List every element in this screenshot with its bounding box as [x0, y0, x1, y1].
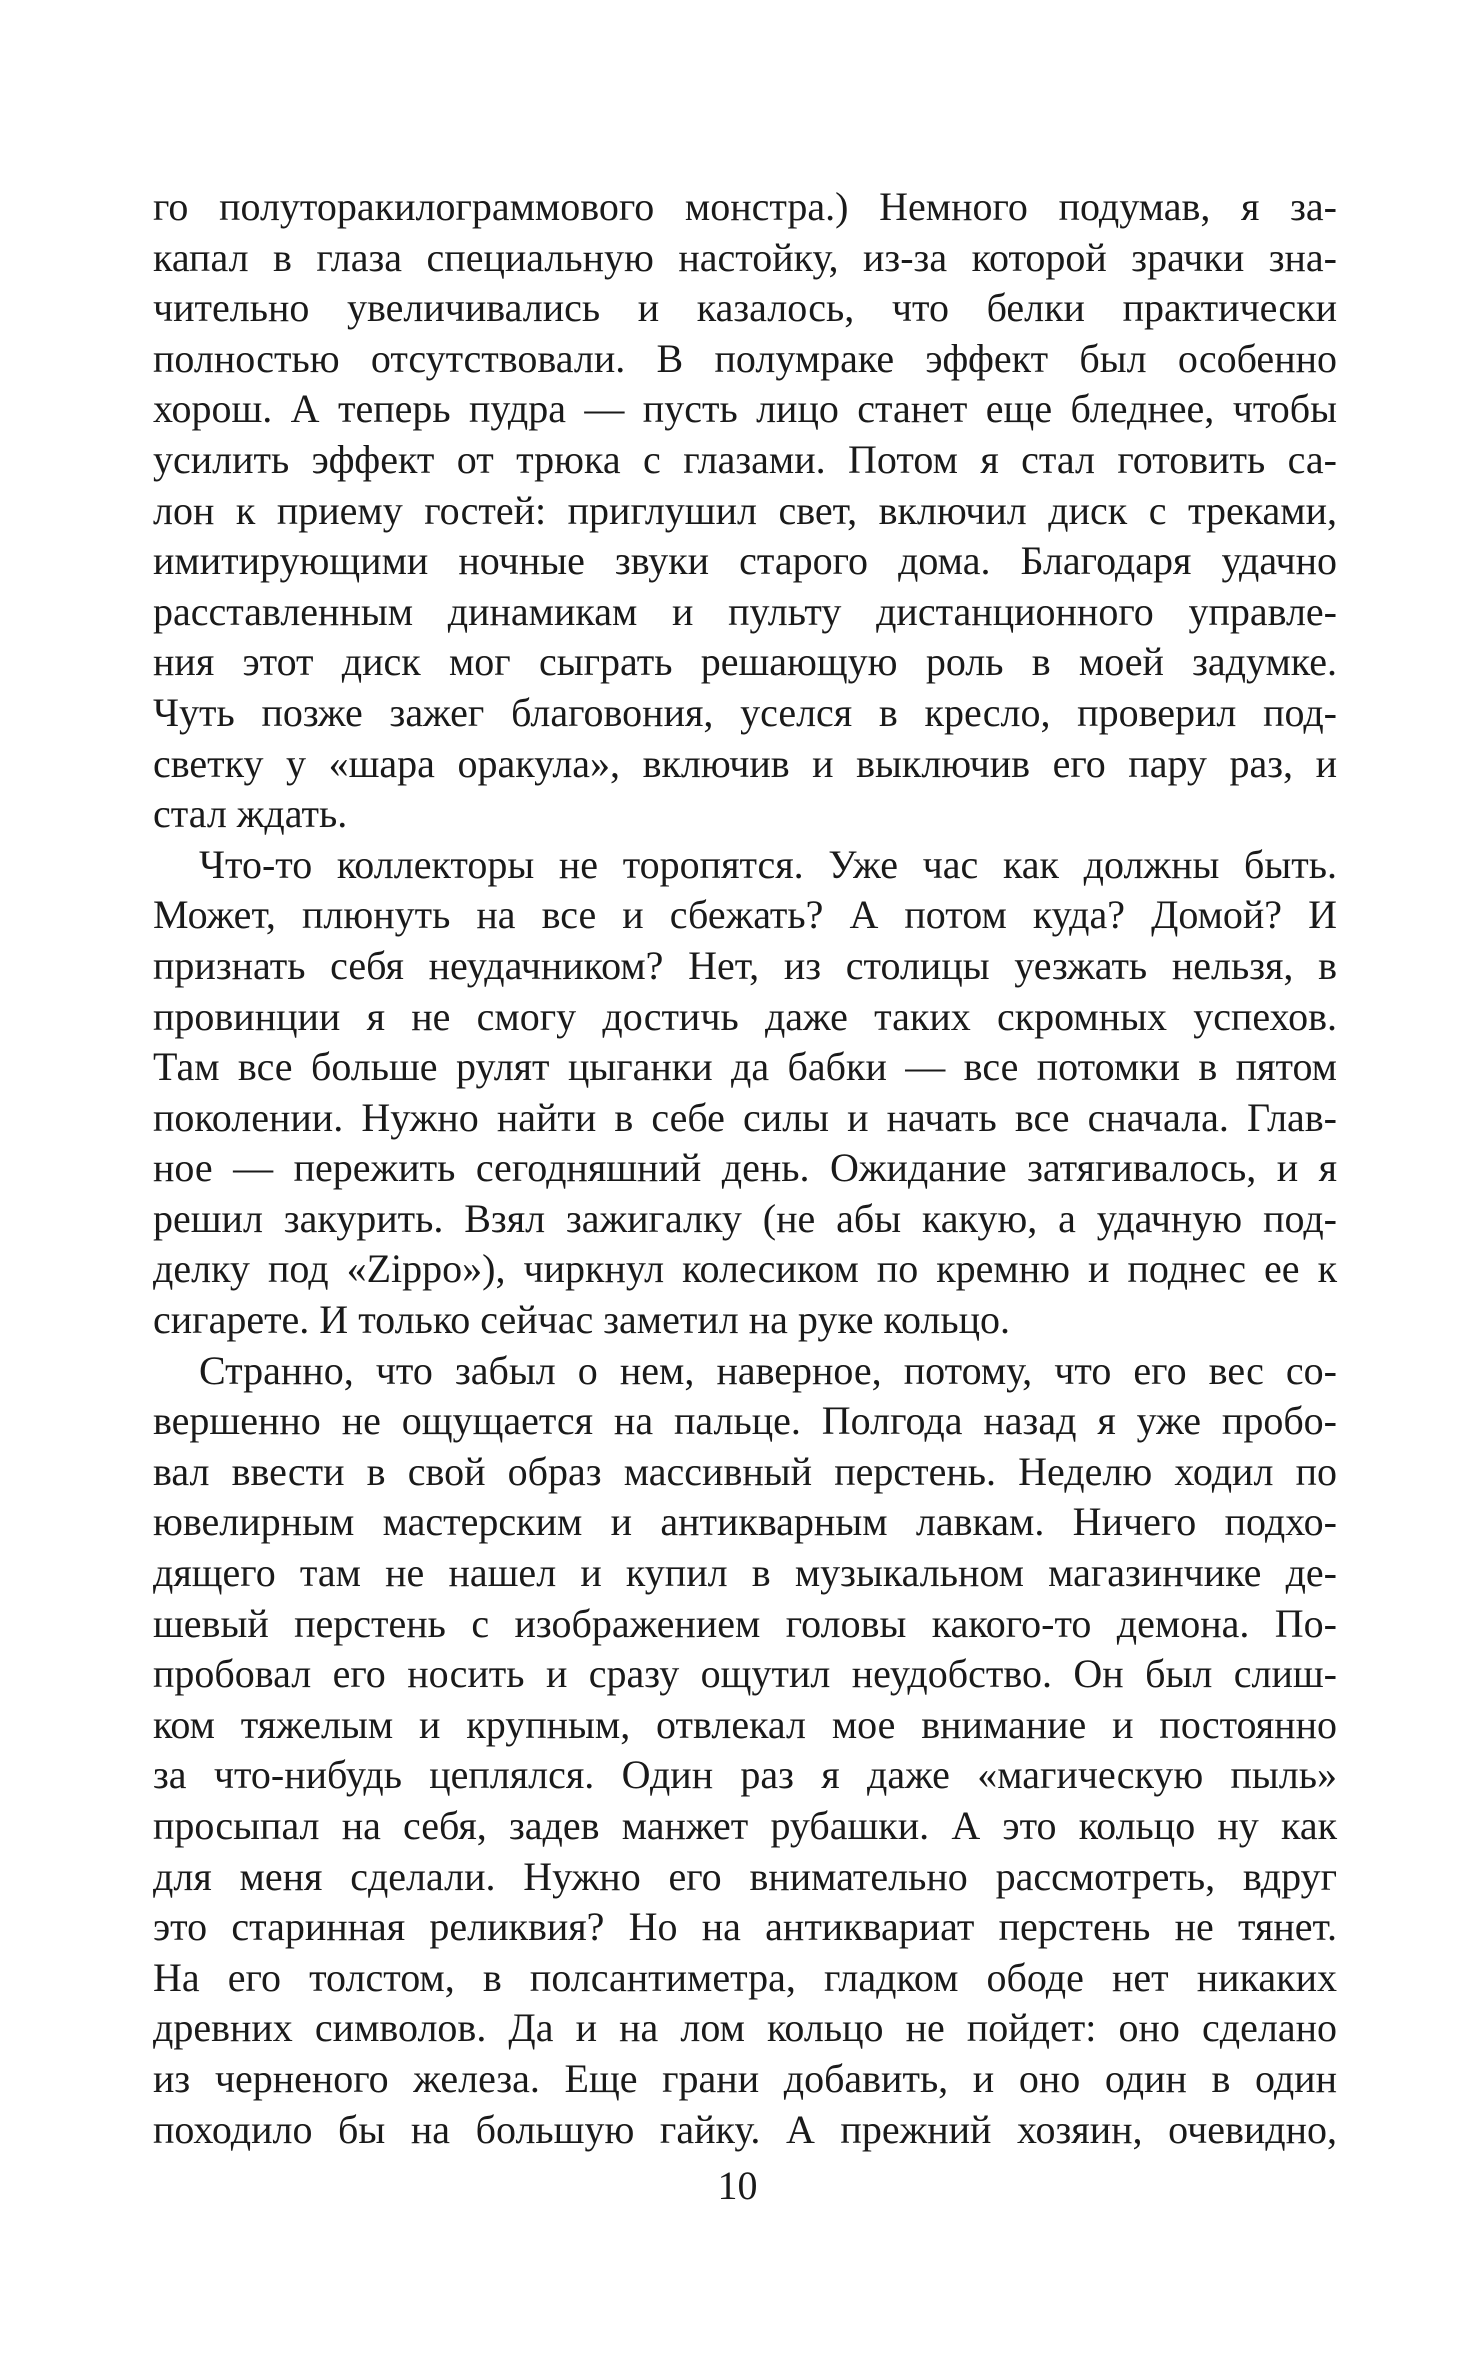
paragraph [153, 182, 1337, 840]
text-line: вал ввести в свой образ массивный перстень. Неделю ходил по [153, 1448, 1337, 1494]
text-line: расставленным динамикам и пульту дистанционного управле- [153, 588, 1337, 634]
paragraph [153, 840, 1337, 1346]
text-line: На его толстом, в полсантиметра, гладком ободе нет никаких [153, 1954, 1337, 2000]
text-line: го полуторакилограммового монстра.) Немного подумав, я за- [153, 184, 1337, 229]
text-line: ювелирным мастерским и антикварным лавкам. Ничего подхо- [153, 1499, 1337, 1545]
text-line: это старинная реликвия? Но на антиквариат перстень не тянет. [153, 1904, 1337, 1950]
text-line: капал в глаза специальную настойку, из-за которой зрачки зна- [153, 234, 1337, 280]
text-line: дящего там не нашел и купил в музыкальном магазинчике де- [153, 1550, 1337, 1596]
text-line: ком тяжелым и крупным, отвлекал мое внимание и постоянно [153, 1701, 1337, 1747]
text-line: признать себя неудачником? Нет, из столицы уезжать нельзя, в [153, 942, 1337, 988]
text-line: полностью отсутствовали. В полумраке эффект был особенно [153, 335, 1337, 381]
text-line: имитирующими ночные звуки старого дома. Благодаря удачно [153, 538, 1337, 584]
text-line: провинции я не смогу достичь даже таких скромных успехов. [153, 993, 1337, 1039]
text-line: поколении. Нужно найти в себе силы и начать все сначала. Глав- [153, 1094, 1337, 1140]
text-line: пробовал его носить и сразу ощутил неудобство. Он был слиш- [153, 1651, 1337, 1697]
text-line: чительно увеличивались и казалось, что белки практически [153, 285, 1337, 331]
text-line: решил закурить. Взял зажигалку (не абы какую, а удачную под- [153, 1195, 1337, 1241]
text-line: Может, плюнуть на все и сбежать? А потом куда? Домой? И [153, 892, 1337, 938]
text-line: походило бы на большую гайку. А прежний хозяин, очевидно, [153, 2106, 1337, 2152]
text-line: из черненого железа. Еще грани добавить, и оно один в один [153, 2055, 1337, 2101]
text-line: просыпал на себя, задев манжет рубашки. А это кольцо ну как [153, 1803, 1337, 1848]
text-line: стал ждать. [153, 791, 348, 837]
text-line: сигарете. И только сейчас заметил на руке кольцо. [153, 1297, 1011, 1343]
book-page-text [153, 182, 1337, 2155]
text-line: Там все больше рулят цыганки да бабки — все потомки в пятом [153, 1044, 1337, 1090]
text-line: для меня сделали. Нужно его внимательно рассмотреть, вдруг [153, 1853, 1337, 1899]
text-line: за что-нибудь цеплялся. Один раз я даже «магическую пыль» [153, 1752, 1337, 1798]
text-line: усилить эффект от трюка с глазами. Потом я стал готовить са- [153, 436, 1337, 482]
text-line: делку под «Zippo»), чиркнул колесиком по кремню и поднес ее к [153, 1246, 1337, 1292]
text-line: лон к приему гостей: приглушил свет, включил диск с треками, [153, 487, 1337, 533]
text-line: древних символов. Да и на лом кольцо не пойдет: оно сделано [153, 2005, 1337, 2051]
text-line: ное — пережить сегодняшний день. Ожидание затягивалось, и я [153, 1145, 1337, 1191]
paragraph [153, 1346, 1337, 2156]
text-line: шевый перстень с изображением головы какого-то демона. По- [153, 1600, 1337, 1646]
page-number: 10 [717, 2163, 758, 2208]
text-line: хорош. А теперь пудра — пусть лицо станет еще бледнее, чтобы [153, 386, 1337, 432]
text-line: Чуть позже зажег благовония, уселся в кресло, проверил под- [153, 689, 1337, 735]
text-line: ния этот диск мог сыграть решающую роль в моей задумке. [153, 639, 1337, 685]
text-line: светку у «шара оракула», включив и выключив его пару раз, и [153, 740, 1337, 786]
text-line: Что-то коллекторы не торопятся. Уже час как должны быть. [199, 841, 1337, 887]
text-line: вершенно не ощущается на пальце. Полгода назад я уже пробо- [153, 1398, 1337, 1444]
text-line: Странно, что забыл о нем, наверное, потому, что его вес со- [199, 1347, 1337, 1393]
